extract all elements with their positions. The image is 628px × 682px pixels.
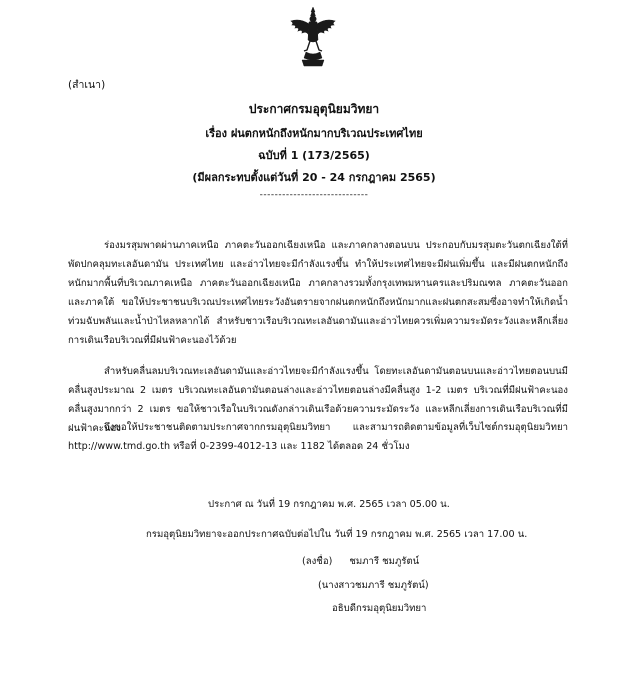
announced-datetime: ประกาศ ณ วันที่ 19 กรกฎาคม พ.ศ. 2565 เวลา 05.00 น. — [208, 499, 450, 510]
signature: ชมภารี ชมภูรัตน์ — [349, 556, 420, 567]
announcement-title: ประกาศกรมอุตุนิยมวิทยา — [248, 102, 380, 116]
paragraph-contact: จึงขอให้ประชาชนติดตามประกาศจากกรมอุตุนิยมวิทยา และสามารถติดตามข้อมูลที่เว็บไซต์กรมอุตุนิยมวิทยา http://www.tmd.go.th หรือที่ 0-2399-4012-13 และ 1182 ได้ตลอด 24 ชั่วโมง — [68, 422, 568, 452]
garuda-emblem-icon — [288, 6, 338, 68]
effective-dates: (มีผลกระทบตั้งแต่วันที่ 20 - 24 กรกฎาคม 2565) — [192, 171, 436, 184]
signature-line — [302, 554, 419, 569]
copy-label: (สำเนา) — [68, 79, 106, 91]
announcement-subject: เรื่อง ฝนตกหนักถึงหนักมากบริเวณประเทศไทย — [205, 127, 423, 140]
separator-line: ----------------------------- — [259, 190, 369, 200]
signed-label: (ลงชื่อ) — [302, 556, 333, 567]
paragraph-forecast: ร่องมรสุมพาดผ่านภาคเหนือ ภาคตะวันออกเฉียงเหนือ และภาคกลางตอนบน ประกอบกับมรสุมตะวันตกเฉียงใต้ที่พัดปกคลุมทะเลอันดามัน ประเทศไทย และอ่าวไทยจะมีกำลังแรงขึ้น ทำให้ประเทศไทยจะมีฝนเพิ่มขึ้น และมีฝนตกหนักถึงหนักมากพื้นที่บริเวณภาคเหนือ ภาคตะวันออกเฉียงเหนือ ภาคกลางรวมทั้งกรุงเทพมหานครและปริมณฑล ภาคตะวันออก และภาคใต้ ขอให้ประชาชนบริเวณประเทศไทยระวังอันตรายจากฝนตกหนักถึงหนักมากและฝนตกสะสมซึ่งอาจทำให้เกิดน้ำท่วมฉับพลันและน้ำป่าไหลหลากได้ สำหรับชาวเรือบริเวณทะเลอันดามันและอ่าวไทยควรเพิ่มความระมัดระวังและหลีกเลี่ยงการเดินเรือบริเวณที่มีฝนฟ้าคะนองไว้ด้วย — [68, 240, 568, 346]
paragraph-waves: สำหรับคลื่นลมบริเวณทะเลอันดามันและอ่าวไทยจะมีกำลังแรงขึ้น โดยทะเลอันดามันตอนบนและอ่าวไทยตอนบนมีคลื่นสูงประมาณ 2 เมตร บริเวณทะเลอันดามันตอนล่างและอ่าวไทยตอนล่างมีคลื่นสูง 1-2 เมตร บริเวณที่มีฝนฟ้าคะนองคลื่นสูงมากกว่า 2 เมตร ขอให้ชาวเรือในบริเวณดังกล่าวเดินเรือด้วยความระมัดระวัง และหลีกเลี่ยงการเดินเรือบริเวณที่มีฝนฟ้าคะนอง — [68, 366, 568, 434]
signer-position: อธิบดีกรมอุตุนิยมวิทยา — [332, 603, 427, 614]
next-issue-notice: กรมอุตุนิยมวิทยาจะออกประกาศฉบับต่อไปใน วันที่ 19 กรกฎาคม พ.ศ. 2565 เวลา 17.00 น. — [146, 529, 528, 540]
issue-number: ฉบับที่ 1 (173/2565) — [258, 149, 370, 162]
signer-full-name: (นางสาวชมภารี ชมภูรัตน์) — [318, 580, 429, 591]
